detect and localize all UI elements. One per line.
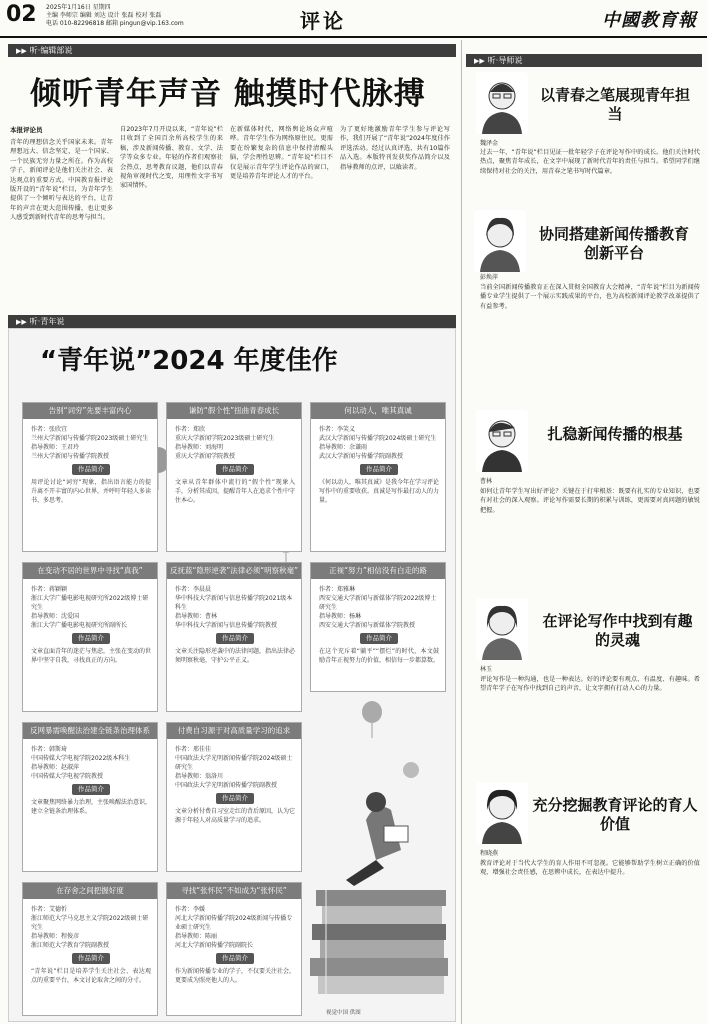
mentor-text-3: 如何让青年学生写出好评论？关键在于打牢根基：既要有扎实的专业知识，也要有对社会的深入观察。评论写作需要长期的积累与训练，更需要对真问题的敏锐把握。: [480, 488, 700, 514]
award-summary: 作为新闻传播专业的学子，不仅要关注社会，更要成为照亮他人的人。: [175, 968, 296, 984]
avatar: [476, 598, 528, 660]
summary-badge: 作品简介: [216, 464, 254, 475]
summary-badge: 作品简介: [72, 784, 110, 795]
award-meta: 作者：李笑义 武汉大学新闻与传播学院2024级硕士研究生 指导教师：余谦雨 武汉大学新闻与传播学院副教授 作品简介 《何以动人，唯其真诚》是我今年在学习评论写作中的重要收获。真诚是写作最打动人的力量。: [319, 426, 440, 504]
award-title: 付费自习源于对高质量学习的追求: [167, 723, 301, 739]
mentor-text-1: 过去一年，“青年说”栏目见证一批年轻学子在评论写作中的成长。他们关注时代热点，聚焦青年成长，在文字中展现了新时代青年的责任与担当。希望同学们继续保持对社会的关注，用青春之笔书写时代篇章。: [480, 149, 700, 175]
mentor-name-5: 程晓燕: [480, 850, 499, 857]
award-meta: 作者：郑欣 重庆大学新闻学院2023级硕士研究生 指导教师：刘海明 重庆大学新闻学院教授 作品简介 文章从青年群体中流行的“假个性”现象入手，分析其成因，提醒青年人在追求个性中守住本心。: [175, 426, 296, 504]
award-title: 在变动不居的世界中寻找“真我”: [23, 563, 157, 579]
newspaper-logo: 中國教育報: [602, 10, 697, 31]
mentor-title-5: 充分挖掘教育评论的育人价值: [532, 796, 698, 833]
award-title: 寻找“张怀民”不如成为“张怀民”: [167, 883, 301, 899]
award-summary: 文章聚焦网络暴力治理，主张唤醒法治意识，建立全链条治理体系。: [31, 799, 152, 815]
masthead-info: [46, 4, 184, 28]
mentor-name-2: 彭焕萍: [480, 274, 499, 281]
mentor-title-3: 扎稳新闻传播的根基: [547, 425, 683, 443]
award-title: 告别“词穷”先要丰富内心: [23, 403, 157, 419]
avatar: [476, 782, 528, 844]
award-summary: 文章从青年群体中流行的“假个性”现象入手，分析其成因，提醒青年人在追求个性中守住本心。: [175, 479, 296, 504]
mentor-name-1: 魏泽金: [480, 140, 499, 147]
summary-badge: 作品简介: [72, 953, 110, 964]
award-meta: 作者：邢佳佳 中国政法大学光明新闻传播学院2024级硕士研究生 指导教师：翁洛川 中国政法大学光明新闻传播学院副教授 作品简介 文章分析付费自习室走红的背后原因，认为它源于年轻人对高质量学习的追求。: [175, 746, 296, 824]
avatar: [476, 410, 528, 472]
mentor-text-5: 教育评论对于当代大学生的育人作用不可忽视。它能够帮助学生树立正确的价值观，增强社会责任感，在思辨中成长，在表达中提升。: [480, 860, 700, 877]
award-title: 谦防“假个性”扭曲青春成长: [167, 403, 301, 419]
mentor-title-2: 协同搭建新闻传播教育创新平台: [538, 225, 689, 262]
award-meta: 作者：郑雅琳 西安交通大学新闻与新媒体学院2022级博士研究生 指导教师：杨琳 西安交通大学新闻与新媒体学院教授 作品简介 在这个充斥着“躺平”“摆烂”的时代，本文鼓励青年正视努力的价值，相信每一步都算数。: [319, 586, 440, 664]
mentor-title-4: 在评论写作中找到有趣的灵魂: [542, 612, 693, 649]
editorial-byline: 本报评论员: [10, 126, 43, 134]
reading-illustration: [306, 740, 454, 1010]
award-title: 反网暴需唤醒法治建全链条治理体系: [23, 723, 157, 739]
editorial-column-1: 青年的理想信念关乎国家未来。青年理想远大、信念坚定，是一个国家、一个民族无穷力量之所在。作为高校学子，新闻评论是他们关注社会、表达观点的重要方式。中国教育报评论版开设的“青年说”栏目，为青年学生提供了一个倾听与表达的平台，让青年的声音在更大范围传播，也让更多人感受到新时代青年的思考与担当。: [10, 139, 113, 222]
award-meta: 作者：韩斯琦 中国传媒大学电视学院2022级本科生 指导教师：赵淑萍 中国传媒大学电视学院教授 作品简介 文章聚焦网络暴力治理，主张唤醒法治意识，建立全链条治理体系。: [31, 746, 152, 815]
avatar: [476, 72, 528, 134]
chevron-icon: ▶▶: [16, 47, 27, 55]
section-title: 评论: [300, 9, 346, 33]
award-title: 正视“努力”相信没有白走的路: [311, 563, 445, 579]
editorial-column-3: 在新媒体时代，网络舆论场众声喧哗。青年学生作为网络原住民，更需要在纷繁复杂的信息中保持清醒头脑，学会理性思辨。“青年说”栏目不仅是展示青年学生评论作品的窗口，更是培养青年评论人才的平台。: [230, 126, 333, 181]
summary-badge: 作品简介: [216, 953, 254, 964]
award-meta: 作者：李晨晨 华中科技大学新闻与信息传播学院2021级本科生 指导教师：曹林 华中科技大学新闻与信息传播学院教授 作品简介 文章关注隐形逆袭中的法律问题，指出法律必须明察秋毫，守护公平正义。: [175, 586, 296, 664]
award-summary: 《何以动人，唯其真诚》是我今年在学习评论写作中的重要收获。真诚是写作最打动人的力量。: [319, 479, 440, 504]
mentor-name-3: 曹林: [480, 478, 493, 485]
award-meta: 作者：艾德忻 浙江师范大学马克思主义学院2022级硕士研究生 指导教师：程俊彦 浙江师范大学教育学院副教授 作品简介 “青年说”栏目是培养学生关注社会、表达观点的重要平台，本文讨论取舍之间的分寸。: [31, 906, 151, 984]
awards-tag: ▶▶ 听·青年说: [8, 315, 456, 328]
summary-badge: 作品简介: [216, 793, 254, 804]
award-card-5: [166, 562, 302, 712]
summary-badge: 作品简介: [360, 633, 398, 644]
chevron-icon: ▶▶: [16, 318, 27, 326]
award-summary: 文章关注隐形逆袭中的法律问题，指出法律必须明察秋毫，守护公平正义。: [175, 648, 296, 664]
award-card-3: [310, 402, 446, 552]
summary-badge: 作品简介: [360, 464, 398, 475]
mentor-text-2: 当前全国新闻传播教育正在深入贯彻全国教育大会精神，“青年说”栏目为新闻传播专业学生提供了一个展示实践成果的平台，也为高校新闻评论教学改革提供了有益参考。: [480, 284, 700, 310]
balloon-icon: [360, 700, 384, 738]
award-meta: 作者：蒋颖颖 浙江大学广播电影电视研究所2022级博士研究生 指导教师：沈爱国 浙江大学广播电影电视研究所副所长 作品简介 文章直面青年的迷茫与焦虑，主张在变动的世界中坚守自我，寻找真正的方向。: [31, 586, 152, 664]
award-title: 何以动人，唯其真诚: [311, 403, 445, 419]
column-divider: [461, 40, 462, 1024]
award-title: 在存舍之间把握好度: [23, 883, 157, 899]
mentor-tag: ▶▶ 听·导师说: [466, 54, 702, 67]
summary-badge: 作品简介: [72, 633, 110, 644]
award-summary: “青年说”栏目是培养学生关注社会、表达观点的重要平台，本文讨论取舍之间的分寸。: [31, 968, 151, 984]
masthead: [0, 0, 707, 38]
editorial-column-2: 自2023年7月开设以来，“青年说”栏目收到了全国百余所高校学生的来稿，涉及新闻传播、教育、文学、法学等众多专业。年轻的作者们观察社会热点，思考教育议题，他们以青春视角审视时代之变，用理性文字书写家国情怀。: [120, 126, 223, 190]
award-summary: 文章分析付费自习室走红的背后原因，认为它源于年轻人对高质量学习的追求。: [175, 808, 296, 824]
image-credit: 视觉中国 供图: [326, 1010, 361, 1016]
contact-line: 电话 010-82296818 邮箱 pingun@vip.163.com: [46, 20, 184, 27]
mentor-text-4: 评论写作是一种沟通，也是一种表达。好的评论要有观点、有温度、有趣味。希望青年学子在写作中找到自己的声音，让文字拥有打动人心的力量。: [480, 676, 700, 693]
editorial-tag: ▶▶ 听·编辑部说: [8, 44, 456, 57]
page-number: 02: [6, 2, 37, 27]
award-card-8: [166, 722, 302, 872]
award-title: 反抚蓝“隐形逆袭”法律必须“明察秋毫”: [167, 563, 301, 579]
award-summary: 文章直面青年的迷茫与焦虑，主张在变动的世界中坚守自我，寻找真正的方向。: [31, 648, 152, 664]
award-card-7: [22, 722, 158, 872]
avatar: [474, 210, 526, 272]
staff-line: 主编 李师宗 编辑 刘达 设计 张磊 校对 张磊: [46, 12, 162, 19]
mentor-title-1: 以青春之笔展现青年担当: [540, 86, 691, 123]
award-summary: 在这个充斥着“躺平”“摆烂”的时代，本文鼓励青年正视努力的价值，相信每一步都算数。: [319, 648, 440, 664]
award-card-9: [22, 882, 158, 1016]
award-card-10: [166, 882, 302, 1016]
editorial-column-4: 为了更好地激励青年学生参与评论写作，我们开展了“青年说”2024年度佳作评选活动。经过认真评选，共有10篇作品入选。本版特刊发获奖作品简介以及指导教师的点评，以飨读者。: [340, 126, 450, 171]
award-card-2: [166, 402, 302, 552]
award-meta: 作者：李媛 河北大学新闻传播学院2024级新闻与传播专业硕士研究生 指导教师：陈丽 河北大学新闻传播学院副院长 作品简介 作为新闻传播专业的学子，不仅要关注社会，更要成为照亮他人的人。: [175, 906, 296, 984]
summary-badge: 作品简介: [216, 633, 254, 644]
award-summary: 用评论讨论“词穷”现象，指出语言能力的提升离不开丰富的内心世界，并呼吁年轻人多读书、多思考。: [31, 479, 152, 504]
award-meta: 作者：张欣宜 兰州大学新闻与传播学院2023级硕士研究生 指导教师：王君玲 兰州大学新闻与传播学院教授 作品简介 用评论讨论“词穷”现象，指出语言能力的提升离不开丰富的内心世界，并呼吁年轻人多读书、多思考。: [31, 426, 152, 504]
editorial-headline: 倾听青年声音 触摸时代脉搏: [30, 76, 426, 112]
mentor-name-4: 林玉: [480, 666, 493, 673]
awards-title: “青年说”2024 年度佳作: [40, 346, 338, 376]
award-card-4: [22, 562, 158, 712]
chevron-icon: ▶▶: [474, 57, 485, 65]
summary-badge: 作品简介: [72, 464, 110, 475]
publish-date: 2025年1月16日 星期四: [46, 4, 111, 11]
award-card-1: [22, 402, 158, 552]
award-card-6: [310, 562, 446, 692]
